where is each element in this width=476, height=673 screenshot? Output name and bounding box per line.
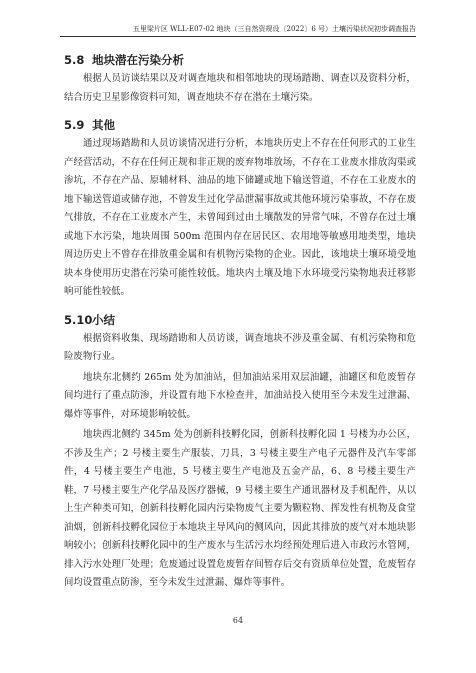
section-heading-5-10 [64,310,416,330]
paragraph: 地块东北侧约 265m 处为加油站，但加油站采用双层油罐，油罐区和危废暂存间均进行了重点防渗，并设置有地下水检查井，加油站投入使用至今未发生过泄漏、爆炸等事件，对环境影响较低。 [64,371,416,420]
section-title: 其他 [92,118,115,132]
section-number: 5.10 [64,312,93,327]
page-number: 64 [232,616,244,625]
running-header: 五里梁片区 WLL-E07-02 地块（三自然资规设〔2022〕6 号）土壤污染状况初步调查报告 [132,25,416,33]
paragraph: 通过现场踏勘和人员访谈情况进行分析，本地块历史上不存在任何形式的工业生产经营活动，不存在任何正规和非正规的废弃物堆放场，不存在工业废水排放沟渠或渗坑，不存在产品、原辅材料、油品的地下储罐或地下输送管道，不存在工业废水的地下输送管道或储存池，不曾发生过化学品泄漏事故或其他环境污染事故，不存在废气排放，不存在工业废水产生，未曾闻到过由土壤散发的异常气味，不曾存在过土壤或地下水污染，地块周围 500m 范围内存在居民区、农用地等敏感用地类型，地块周边历史上不曾存在排放重金属和有机物污染物的企业。因此，该地块土壤环境受地块本身使用历史潜在污染可能性较低。地块内土壤及地下水环境受污染物地表迁移影响可能性较低。 [64,138,416,297]
paragraph: 根据资料收集、现场踏勘和人员访谈，调查地块不涉及重金属、有机污染物和危险废物行业。 [64,332,416,362]
section-heading-5-9 [64,115,416,135]
header-divider [60,36,416,37]
page-body [64,50,416,593]
section-number: 5.9 [64,118,85,132]
section-title: 地块潜在污染分析 [92,53,184,67]
section-number: 5.8 [64,53,85,67]
section-title: 小结 [92,312,115,327]
section-heading-5-8 [64,50,416,70]
paragraph: 根据人员访谈结果以及对调查地块和相邻地块的现场踏勘、调查以及资料分析，结合历史卫星影像资料可知，调查地块不存在潜在土壤污染。 [64,73,416,103]
paragraph: 地块西北侧约 345m 处为创新科技孵化园，创新科技孵化园 1 号楼为办公区，不涉及生产；2 号楼主要生产服装、刀具，3 号楼主要生产电子元器件及汽车零部件，4 号楼主要生产电池，5 号楼主要生产电池及五金产品，6、8 号楼主要生产鞋，7 号楼主要生产化学品及医疗器械，9 号楼主要生产通讯器材及手机配件，从以上生产种类可知，创新科技孵化园内污染物废气主要为颗粒物、挥发性有机物及食堂油烟，创新科技孵化园位于本地块主导风向的侧风向，因此其排放的废气对本地块影响较小；创新科技孵化园中的生产废水与生活污水均经预处理后进入市政污水管网，排入污水处理厂处理；危废通过设置危废暂存间暂存后交有资质单位处置，危废暂存间均设置重点防渗，至今未发生过泄漏、爆炸等事件。 [64,429,416,588]
